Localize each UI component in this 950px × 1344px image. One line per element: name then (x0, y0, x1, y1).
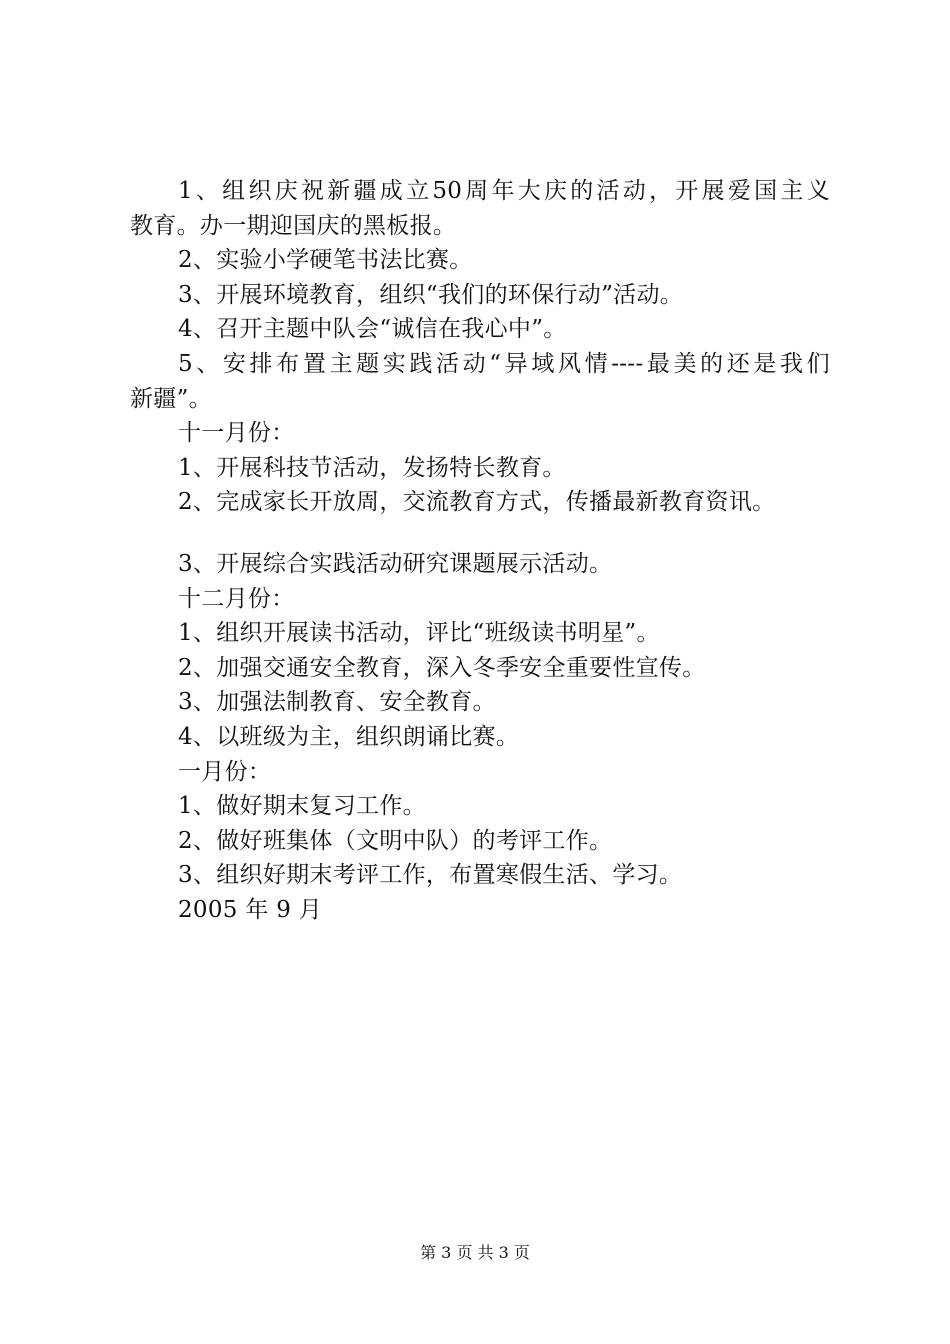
paragraph-line: 2、做好班集体（文明中队）的考评工作。 (178, 827, 613, 854)
section-heading-november: 十一月份： (178, 420, 295, 447)
paragraph-line: 教育。办一期迎国庆的黑板报。 (130, 212, 457, 239)
document-date: 2005 年 9 月 (178, 896, 323, 923)
section-heading-december: 十二月份： (178, 585, 295, 612)
page-number-footer: 第 3 页 共 3 页 (420, 1243, 530, 1262)
paragraph-line: 新疆”。 (130, 385, 212, 412)
paragraph-line: 1、开展科技节活动，发扬特长教育。 (178, 454, 566, 481)
paragraph-line: 3、开展综合实践活动研究课题展示活动。 (178, 550, 613, 577)
paragraph-line: 3、加强法制教育、安全教育。 (178, 689, 496, 716)
paragraph-line: 2、完成家长开放周，交流教育方式，传播最新教育资讯。 (178, 489, 776, 516)
paragraph-line: 1、做好期末复习工作。 (178, 793, 426, 820)
paragraph-line: 5、安排布置主题实践活动“异域风情----最美的还是我们 (178, 350, 830, 377)
paragraph-line: 1、组织庆祝新疆成立50周年大庆的活动，开展爱国主义 (178, 178, 830, 204)
blank-line (130, 520, 830, 547)
section-heading-january: 一月份： (178, 758, 272, 785)
paragraph-line: 2、实验小学硬笔书法比赛。 (178, 247, 473, 274)
paragraph-line: 1、组织开展读书活动，评比“班级读书明星”。 (178, 620, 660, 647)
paragraph-line: 2、加强交通安全教育，深入冬季安全重要性宣传。 (178, 654, 706, 681)
paragraph-line: 4、以班级为主，组织朗诵比赛。 (178, 723, 520, 750)
paragraph-line: 3、组织好期末考评工作，布置寒假生活、学习。 (178, 862, 683, 889)
paragraph-line: 3、开展环境教育，组织“我们的环保行动”活动。 (178, 281, 684, 308)
document-body (130, 174, 830, 927)
paragraph-line: 4、召开主题中队会“诚信在我心中”。 (178, 316, 567, 343)
